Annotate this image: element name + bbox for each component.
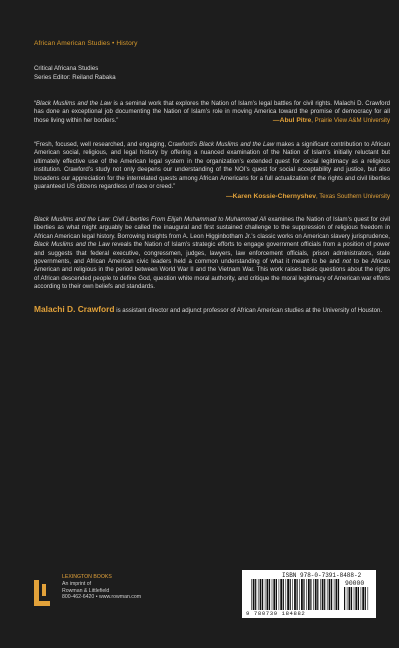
attribution-name: —Abul Pitre bbox=[272, 116, 312, 124]
barcode-bar bbox=[310, 579, 311, 610]
quote-text: makes a significant contribution to African American social, religious, and legal history by offering a nuanced examination of the Nation of Islam’s initially reluctant but ultimately effective use of the American legal system in the organization’s extended quest for social legitimacy as a religious institution. Crawford’s study not only deepens our understanding of the NOI’s quest for social acceptability and justice, but also broadens our appreciation for the interrelated quests among African Americans for a full actualization of the rights and civil liberties guaranteed US citizens regardless of race or creed.” bbox=[34, 141, 390, 191]
attribution-name: —Karen Kossie-Chernyshev bbox=[225, 193, 316, 201]
isbn-barcode bbox=[242, 570, 376, 618]
barcode-bar bbox=[347, 587, 348, 610]
barcode-bar bbox=[299, 579, 300, 610]
blurb-attribution-1 bbox=[273, 117, 390, 125]
barcode-bar bbox=[273, 579, 275, 610]
barcode-bar bbox=[315, 579, 317, 610]
barcode-bar bbox=[286, 579, 287, 610]
publisher-logo-icon bbox=[34, 580, 50, 606]
barcode-bar bbox=[306, 579, 307, 610]
barcode-bar bbox=[279, 579, 280, 610]
barcode-bar bbox=[287, 579, 289, 610]
author-bio-text: is assistant director and adjunct professor of African American studies at the University of Houston. bbox=[114, 306, 383, 314]
barcode-bar bbox=[272, 579, 273, 610]
barcode-bar bbox=[329, 579, 331, 610]
description-text: examines the Nation of Islam’s quest for civil liberties as what might arguably be called the inaugural and first sustained challenge to the suppression of religious freedom in African American legal history. Borrowing insights from A. Leon Higginbotham Jr.’s classic works on American slavery jurisprudence, bbox=[34, 215, 390, 240]
barcode-bar bbox=[283, 579, 284, 610]
blurb-quote-2 bbox=[34, 141, 390, 191]
price-code: 90000 bbox=[345, 580, 365, 587]
open-quote: “ bbox=[34, 99, 37, 107]
publisher-parent: Rowman & Littlefield bbox=[62, 587, 110, 594]
barcode-bar bbox=[331, 579, 332, 610]
blurb-quote-1 bbox=[34, 100, 390, 125]
subject-line: African American Studies • History bbox=[34, 40, 138, 47]
publisher-contact: 800-462-6420 • www.rowman.com bbox=[62, 594, 142, 601]
open-quote: “ bbox=[34, 141, 37, 149]
barcode-bar bbox=[313, 579, 314, 610]
barcode-bar bbox=[294, 579, 296, 610]
barcode-bar bbox=[292, 579, 293, 610]
barcode-bar bbox=[260, 579, 262, 610]
author-bio bbox=[34, 305, 390, 315]
barcode-bar bbox=[267, 579, 269, 610]
book-description bbox=[34, 216, 390, 292]
barcode-bar bbox=[308, 579, 310, 610]
blurb-attribution-2 bbox=[34, 193, 390, 201]
series-info bbox=[34, 65, 390, 81]
barcode-bar bbox=[258, 579, 259, 610]
description-text: reveals the Nation of Islam’s strategic efforts to engage government officials from a position of power and suggests that federal executive, congressmen, judges, lawyers, law enforcement officials, prison administrators, state governments, and African American civic leaders held a common understanding of what it meant to be and bbox=[34, 241, 390, 265]
publisher-imprint-line: An imprint of bbox=[62, 580, 92, 587]
quote-text: is a seminal work that explores the Nation of Islam’s legal battles for civil rights. Malachi D. Crawford has done an exceptional job documenting the Nation of Islam’s role in moving America toward the promise of democracy for all those living within her borders.” bbox=[34, 99, 390, 124]
publisher-text bbox=[62, 574, 141, 601]
publisher-block bbox=[34, 574, 194, 614]
barcode-bar bbox=[320, 579, 321, 610]
barcode-bar bbox=[290, 579, 291, 610]
barcode-number: 9 780739 184882 bbox=[246, 610, 306, 617]
attribution-institution: , Prairie View A&M University bbox=[311, 116, 390, 124]
barcode-bar bbox=[365, 587, 366, 610]
book-title-italic: Black Muslims and the Law bbox=[36, 99, 112, 107]
barcode-bar bbox=[322, 579, 324, 610]
barcode-bar bbox=[334, 579, 335, 610]
barcode-bar bbox=[358, 587, 359, 610]
barcode-bar bbox=[324, 579, 325, 610]
barcode-bar bbox=[368, 587, 369, 610]
emphasis-italic: not bbox=[342, 257, 351, 265]
barcode-bars bbox=[250, 579, 340, 610]
barcode-bar bbox=[355, 587, 357, 610]
barcode-bar bbox=[351, 587, 352, 610]
addon-barcode-bars bbox=[343, 587, 371, 610]
barcode-bar bbox=[265, 579, 266, 610]
quote-text: Fresh, focused, well researched, and engaging, Crawford’s bbox=[36, 141, 200, 149]
barcode-bar bbox=[255, 579, 256, 610]
barcode-bar bbox=[280, 579, 282, 610]
barcode-bar bbox=[262, 579, 263, 610]
publisher-name: LEXINGTON BOOKS bbox=[62, 574, 112, 580]
barcode-bar bbox=[327, 579, 328, 610]
barcode-bar bbox=[303, 579, 304, 610]
attribution-institution: , Texas Southern University bbox=[315, 193, 390, 201]
barcode-bar bbox=[253, 579, 255, 610]
page-edge bbox=[399, 0, 407, 648]
barcode-bar bbox=[317, 579, 318, 610]
barcode-bar bbox=[362, 587, 364, 610]
barcode-bar bbox=[251, 579, 252, 610]
book-title-italic: Black Muslims and the Law bbox=[34, 241, 110, 249]
barcode-bar bbox=[344, 587, 345, 610]
isbn-text: ISBN 978-0-7391-8488-2 bbox=[282, 572, 362, 579]
series-title: Critical Africana Studies bbox=[34, 65, 99, 73]
series-editor: Series Editor: Reiland Rabaka bbox=[34, 73, 116, 81]
barcode-bar bbox=[336, 579, 338, 610]
book-title-italic: Black Muslims and the Law bbox=[199, 141, 275, 149]
barcode-bar bbox=[269, 579, 270, 610]
barcode-bar bbox=[338, 579, 339, 610]
barcode-bar bbox=[354, 587, 355, 610]
full-title-italic: Black Muslims and the Law: Civil Liberties From Elijah Muhammad to Muhammad Ali bbox=[34, 215, 266, 223]
cover-content bbox=[34, 40, 390, 315]
barcode-bar bbox=[297, 579, 298, 610]
author-name: Malachi D. Crawford bbox=[34, 303, 115, 314]
description-text: to be African American and religious in the period between World War II and the Vietnam War. This work raises basic questions about the rights of African descended people to define God, question white moral authority, and critique the moral legitimacy of American war efforts according to their own beliefs and standards. bbox=[34, 257, 390, 291]
barcode-bar bbox=[361, 587, 362, 610]
barcode-bar bbox=[349, 587, 351, 610]
barcode-bar bbox=[276, 579, 277, 610]
barcode-bar bbox=[301, 579, 303, 610]
